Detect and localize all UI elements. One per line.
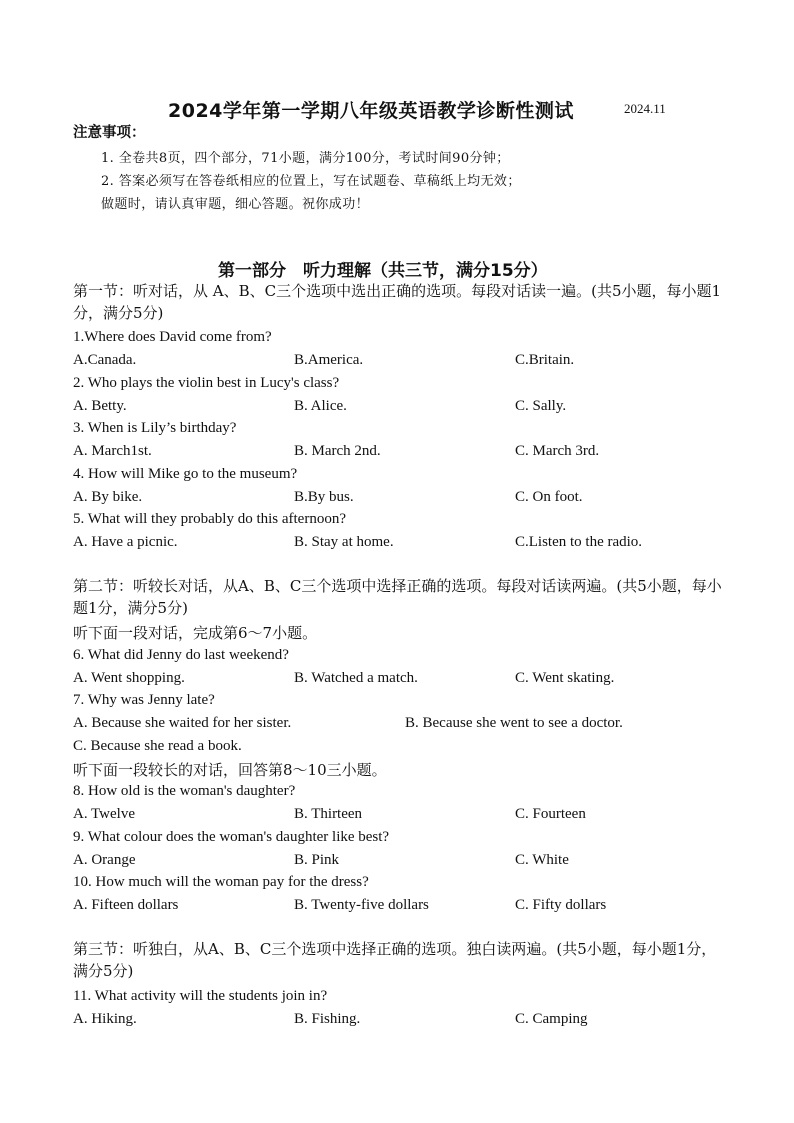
- question: 4. How will Mike go to the museum?: [73, 466, 298, 482]
- question: 5. What will they probably do this afternoon?: [73, 511, 346, 527]
- option-a: A. Betty.: [73, 398, 127, 414]
- option-c: C. Because she read a book.: [73, 738, 242, 754]
- option-a: A. Have a picnic.: [73, 534, 178, 550]
- option-c: C. Fourteen: [515, 806, 586, 822]
- option-b: B. Twenty-five dollars: [294, 897, 429, 913]
- option-a: A. Fifteen dollars: [73, 897, 179, 913]
- section3-instruction: 第三节：听独白，从A、B、C三个选项中选择正确的选项。独白读两遍。(共5小题，每小题1分，满分5分): [73, 940, 717, 980]
- option-c: C. Fifty dollars: [515, 897, 607, 913]
- notice-heading: 注意事项：: [73, 125, 146, 141]
- option-c: C. Sally.: [515, 398, 567, 414]
- question: 7. Why was Jenny late?: [73, 692, 215, 708]
- question: 10. How much will the woman pay for the dress?: [73, 874, 369, 890]
- page-title: 2024学年第一学期八年级英语教学诊断性测试: [168, 100, 574, 122]
- option-b: B. Thirteen: [294, 806, 363, 822]
- option-b: B. Pink: [294, 852, 340, 868]
- option-b: B. Because she went to see a doctor.: [405, 715, 623, 731]
- notice-item: 做题时，请认真审题，细心答题。祝你成功！: [101, 197, 370, 212]
- section2-sub1: 听下面一段对话，完成第6～7小题。: [73, 624, 318, 642]
- option-c: C.Britain.: [515, 352, 575, 368]
- option-a: A. March1st.: [73, 443, 152, 459]
- notice-item: 2. 答案必须写在答卷纸相应的位置上，写在试题卷、草稿纸上均无效；: [101, 174, 521, 189]
- option-c: C. On foot.: [515, 489, 583, 505]
- option-a: A. By bike.: [73, 489, 143, 505]
- question: 8. How old is the woman's daughter?: [73, 783, 296, 799]
- option-b: B.By bus.: [294, 489, 354, 505]
- question: 9. What colour does the woman's daughter like best?: [73, 829, 390, 845]
- option-a: A.Canada.: [73, 352, 137, 368]
- question: 2. Who plays the violin best in Lucy's class?: [73, 375, 340, 391]
- question: 1.Where does David come from?: [73, 329, 272, 345]
- option-c: C.Listen to the radio.: [515, 534, 643, 550]
- option-a: A. Because she waited for her sister.: [73, 715, 292, 731]
- option-b: B. Alice.: [294, 398, 347, 414]
- option-c: C. Went skating.: [515, 670, 615, 686]
- option-b: B. Stay at home.: [294, 534, 394, 550]
- option-a: A. Orange: [73, 852, 136, 868]
- option-b: B. Watched a match.: [294, 670, 418, 686]
- option-a: A. Twelve: [73, 806, 135, 822]
- option-c: C. Camping: [515, 1011, 588, 1027]
- option-b: B.America.: [294, 352, 364, 368]
- exam-date: 2024.11: [624, 101, 666, 116]
- option-a: A. Went shopping.: [73, 670, 185, 686]
- option-b: B. March 2nd.: [294, 443, 381, 459]
- part-title: 第一部分 听力理解（共三节，满分15分）: [218, 261, 548, 281]
- section1-instruction: 第一节：听对话，从 A、B、C三个选项中选出正确的选项。每段对话读一遍。(共5小题，每小题1分，满分5分): [73, 282, 722, 322]
- option-c: C. White: [515, 852, 569, 868]
- question: 11. What activity will the students join in?: [73, 988, 328, 1004]
- option-a: A. Hiking.: [73, 1011, 137, 1027]
- section2-instruction: 第二节：听较长对话，从A、B、C三个选项中选择正确的选项。每段对话读两遍。(共5小题，每小题1分，满分5分): [73, 577, 722, 617]
- notice-item: 1. 全卷共8页，四个部分，71小题，满分100分，考试时间90分钟；: [101, 151, 510, 166]
- section2-sub2: 听下面一段较长的对话，回答第8～10三小题。: [73, 761, 387, 779]
- question: 3. When is Lily’s birthday?: [73, 420, 237, 436]
- question: 6. What did Jenny do last weekend?: [73, 647, 289, 663]
- option-c: C. March 3rd.: [515, 443, 600, 459]
- option-b: B. Fishing.: [294, 1011, 361, 1027]
